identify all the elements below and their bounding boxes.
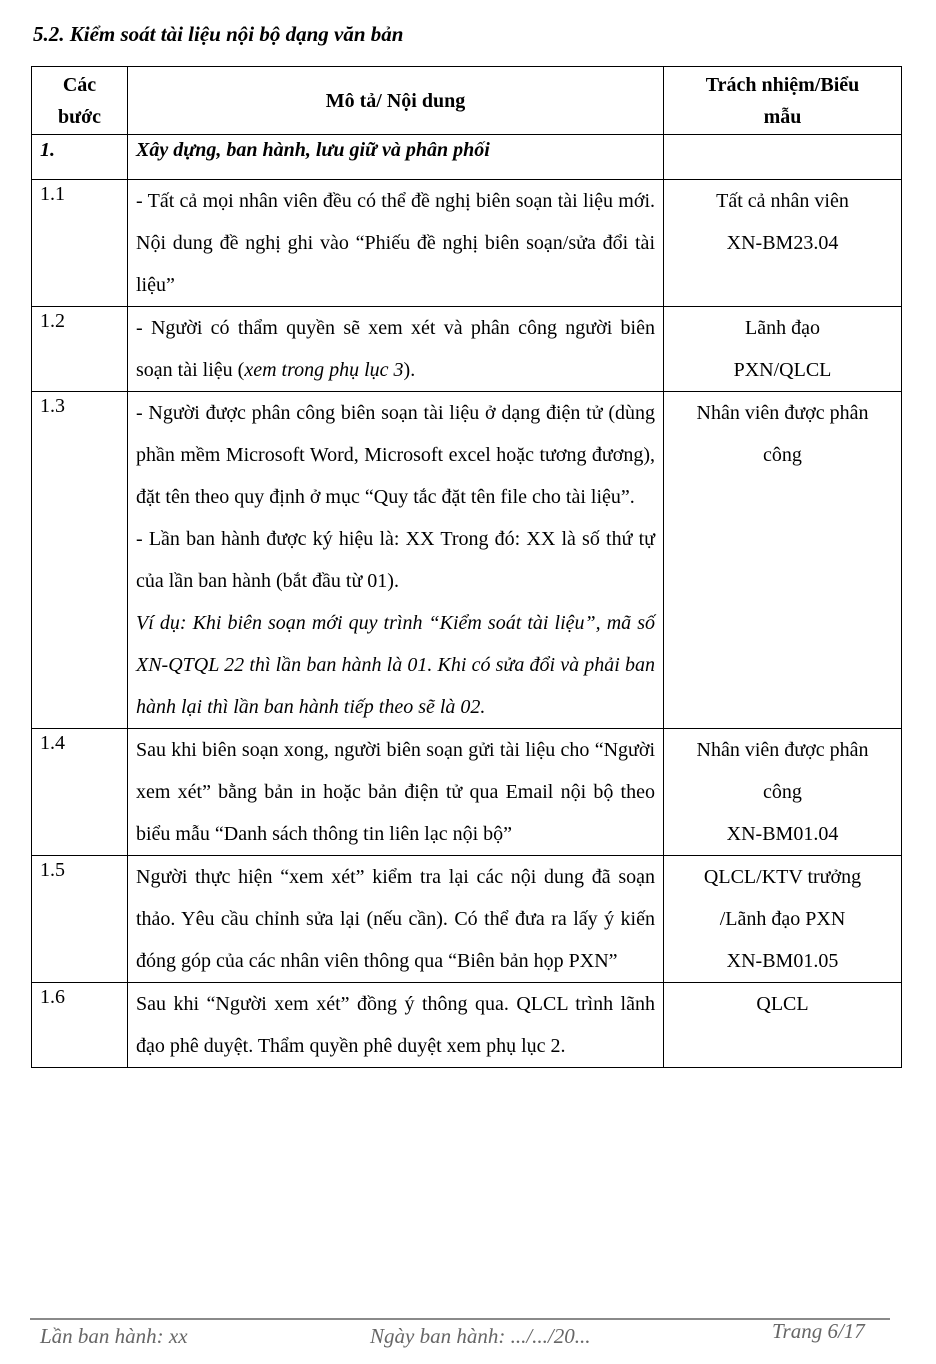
header-step-line-2: bước (57, 105, 102, 128)
responsibility-line: Tất cả nhân viên (716, 190, 849, 212)
row-step: 1.6 (32, 983, 128, 1068)
header-responsibility-line-2: mẫu (763, 105, 802, 128)
table-row (32, 856, 902, 983)
row-description-text: Người thực hiện “xem xét” kiểm tra lại các nội dung đã soạn thảo. Yêu cầu chỉnh sửa lại (nếu cần). Có thể đưa ra lấy ý kiến đóng góp của các nhân viên thông qua “Biên bản họp PXN” (136, 866, 655, 972)
header-description: Mô tả/ Nội dung (128, 67, 664, 135)
row-step: 1.5 (32, 856, 128, 983)
header-responsibility (664, 67, 902, 135)
responsibility-line: PXN/QLCL (733, 359, 832, 381)
row-description-text: - Lần ban hành được ký hiệu là: XX Trong đó: XX là số thứ tự của lần ban hành (bắt đầu từ 01). (136, 528, 655, 592)
row-description-text: - Tất cả mọi nhân viên đều có thể đề nghị biên soạn tài liệu mới. Nội dung đề nghị ghi vào “Phiếu đề nghị biên soạn/sửa đổi tài liệu” (136, 190, 655, 296)
footer-issue: Lần ban hành: xx (40, 1324, 188, 1348)
row-description (128, 729, 664, 856)
row-step: 1.2 (32, 307, 128, 392)
table-row (32, 307, 902, 392)
responsibility-line: công (763, 781, 802, 803)
example-text: Ví dụ: Khi biên soạn mới quy trình “Kiểm soát tài liệu”, mã số XN-QTQL 22 thì lần ban hành là 01. Khi có sửa đổi và phải ban hành lại thì lần ban hành tiếp theo sẽ là 02. (136, 612, 655, 718)
responsibility-line: /Lãnh đạo PXN (719, 908, 846, 930)
section-title: 5.2. Kiểm soát tài liệu nội bộ dạng văn bản (33, 22, 404, 46)
row-description-text: - Người có thẩm quyền sẽ xem xét và phân công người biên soạn tài liệu ( (136, 317, 655, 381)
header-step-line-1: Các (62, 73, 97, 96)
row-description (128, 856, 664, 983)
responsibility-line: Nhân viên được phân (696, 402, 869, 424)
row-responsibility (664, 856, 902, 983)
table-row (32, 983, 902, 1068)
row-responsibility (664, 307, 902, 392)
form-code: XN-BM23.04 (726, 232, 839, 254)
table-row (32, 729, 902, 856)
form-code: XN-BM01.05 (726, 950, 839, 972)
header-responsibility-line-1: Trách nhiệm/Biểu (705, 73, 860, 96)
row-description (128, 307, 664, 392)
appendix-reference: xem trong phụ lục 3 (244, 359, 404, 381)
row-step: 1.1 (32, 180, 128, 307)
responsibility-line: QLCL/KTV trưởng (703, 866, 862, 888)
row-description-text: Sau khi “Người xem xét” đồng ý thông qua. QLCL trình lãnh đạo phê duyệt. Thẩm quyền phê duyệt xem phụ lục 2. (136, 993, 655, 1057)
table-row (32, 392, 902, 729)
section-row (32, 135, 902, 180)
responsibility-line: Nhân viên được phân (696, 739, 869, 761)
section-step: 1. (32, 135, 128, 180)
table-row (32, 180, 902, 307)
row-responsibility (664, 180, 902, 307)
row-description (128, 983, 664, 1068)
section-responsibility (664, 135, 902, 180)
row-description (128, 180, 664, 307)
row-responsibility (664, 729, 902, 856)
responsibility-line: Lãnh đạo (745, 317, 820, 339)
row-description-end: ). (403, 359, 416, 381)
footer-page-number: Trang 6/17 (772, 1319, 865, 1343)
row-step: 1.4 (32, 729, 128, 856)
row-description-text: - Người được phân công biên soạn tài liệu ở dạng điện tử (dùng phần mềm Microsoft Word, Microsoft excel hoặc tương đương), đặt tên theo quy định ở mục “Quy tắc đặt tên file cho tài liệu”. (136, 402, 655, 508)
header-step (32, 67, 128, 135)
responsibility-line: công (763, 444, 802, 466)
row-step: 1.3 (32, 392, 128, 729)
row-description-text: Sau khi biên soạn xong, người biên soạn gửi tài liệu cho “Người xem xét” bằng bản in hoặc bản điện tử qua Email nội bộ theo biểu mẫu “Danh sách thông tin liên lạc nội bộ” (136, 739, 655, 845)
row-description (128, 392, 664, 729)
row-responsibility (664, 392, 902, 729)
form-code: XN-BM01.04 (726, 823, 839, 845)
footer-issue-date: Ngày ban hành: .../.../20... (370, 1324, 591, 1348)
procedure-table (31, 66, 902, 1068)
section-description: Xây dựng, ban hành, lưu giữ và phân phối (128, 135, 664, 180)
row-responsibility (664, 983, 902, 1068)
footer-divider (30, 1318, 890, 1320)
table-header-row (32, 67, 902, 135)
responsibility-line: QLCL (756, 993, 809, 1015)
